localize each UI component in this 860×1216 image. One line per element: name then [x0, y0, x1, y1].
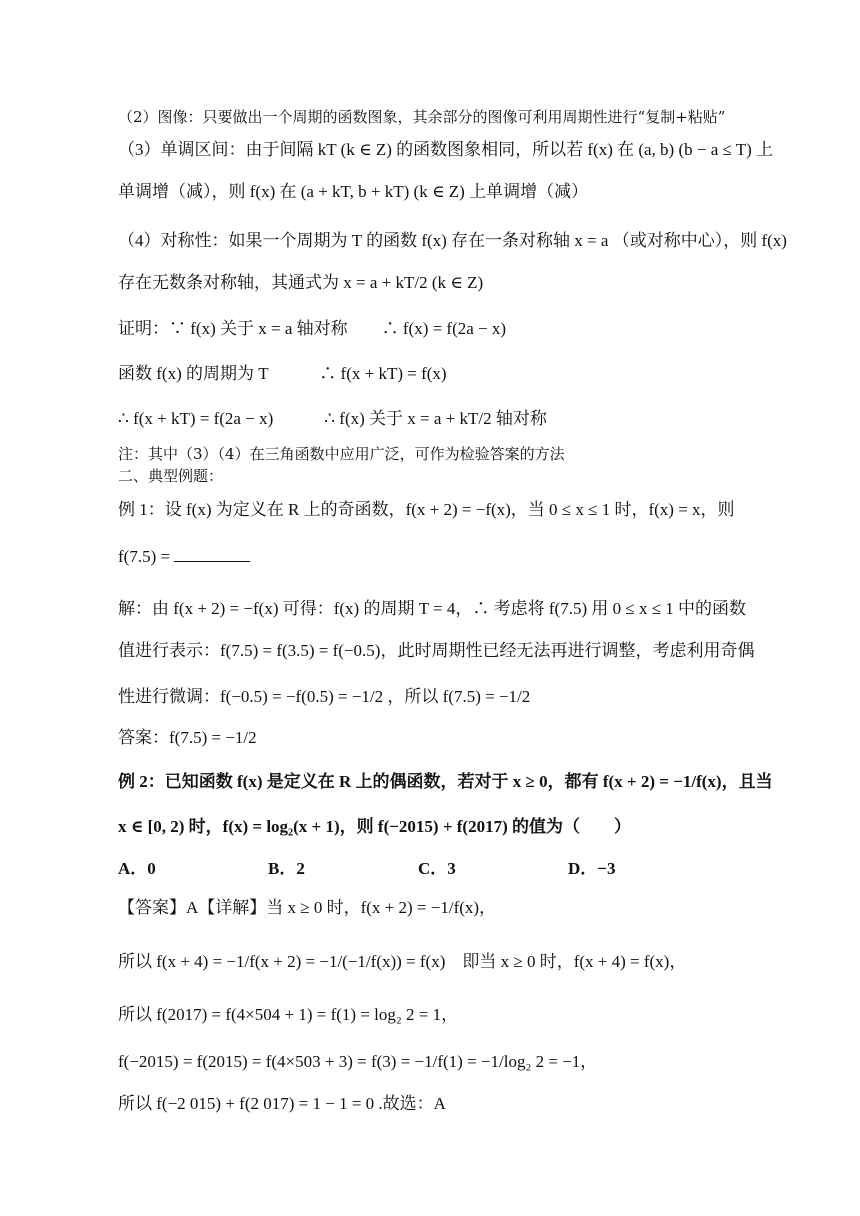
text-line-monotonic-2: 单调增（减），则 f(x) 在 (a + kT, b + kT) (k ∈ Z) 上单调增（减） [118, 182, 589, 201]
text-line-monotonic-1: （3）单调区间：由于间隔 kT (k ∈ Z) 的函数图象相同，所以若 f(x) 在 (a, b) (b − a ≤ T) 上 [118, 140, 774, 159]
solution-line-2: 值进行表示：f(7.5) = f(3.5) = f(−0.5)，此时周期性已经无法再进行调整，考虑利用奇偶 [118, 641, 755, 660]
option-a: A．0 [118, 859, 156, 878]
section-heading: 二、典型例题： [118, 467, 224, 485]
example1-answer: 答案：f(7.5) = −1/2 [118, 728, 257, 747]
example1-question: 例 1：设 f(x) 为定义在 R 上的奇函数，f(x + 2) = −f(x)，当 0 ≤ x ≤ 1 时，f(x) = x，则 [118, 500, 735, 519]
option-d: D．−3 [568, 859, 616, 878]
text-line-symmetry-2: 存在无数条对称轴，其通式为 x = a + kT/2 (k ∈ Z) [118, 273, 484, 292]
answer-blank [174, 547, 250, 562]
solution-line-1: 解：由 f(x + 2) = −f(x) 可得：f(x) 的周期 T = 4，∴ 考虑将 f(7.5) 用 0 ≤ x ≤ 1 中的函数 [118, 599, 747, 618]
text-line-note: 注：其中（3）（4）在三角函数中应用广泛，可作为检验答案的方法 [118, 445, 565, 463]
solution-line-3: 性进行微调：f(−0.5) = −f(0.5) = −1/2 ，所以 f(7.5) = −1/2 [118, 687, 531, 706]
text-line-graph: （2）图像：只要做出一个周期的函数图象，其余部分的图像可利用周期性进行“复制+粘贴” [118, 108, 726, 126]
example1-blank-line [118, 546, 820, 568]
text-line-proof-3: ∴ f(x + kT) = f(2a − x) ∴ f(x) 关于 x = a + kT/2 轴对称 [118, 409, 547, 428]
example2-answer-line-4: f(−2015) = f(2015) = f(4×503 + 3) = f(3) = −1/f(1) = −1/log₂ 2 = −1， [118, 1052, 598, 1071]
option-b: B．2 [268, 859, 305, 878]
example2-answer-line-2: 所以 f(x + 4) = −1/f(x + 2) = −1/(−1/f(x)) = f(x) 即当 x ≥ 0 时，f(x + 4) = f(x)， [118, 952, 687, 971]
text-line-proof-2: 函数 f(x) 的周期为 T ∴ f(x + kT) = f(x) [118, 364, 447, 383]
text-line-symmetry-1: （4）对称性：如果一个周期为 T 的函数 f(x) 存在一条对称轴 x = a （或对称中心），则 f(x) [118, 231, 787, 250]
example2-question-2: x ∈ [0, 2) 时，f(x) = log₂(x + 1)，则 f(−2015) + f(2017) 的值为（ ） [118, 817, 631, 836]
example2-answer-line-5: 所以 f(−2 015) + f(2 017) = 1 − 1 = 0 .故选：A [118, 1094, 446, 1113]
option-c: C．3 [418, 859, 456, 878]
example2-answer-line-3: 所以 f(2017) = f(4×504 + 1) = f(1) = log₂ 2 = 1， [118, 1005, 459, 1024]
example2-answer-line-1: 【答案】A【详解】当 x ≥ 0 时，f(x + 2) = −1/f(x)， [118, 898, 497, 917]
example2-question-1: 例 2：已知函数 f(x) 是定义在 R 上的偶函数，若对于 x ≥ 0，都有 f(x + 2) = −1/f(x)，且当 [118, 772, 773, 791]
example1-expression: f(7.5) = [118, 547, 171, 566]
example2-options [118, 858, 820, 880]
text-line-proof-1: 证明：∵ f(x) 关于 x = a 轴对称 ∴ f(x) = f(2a − x) [118, 319, 507, 338]
